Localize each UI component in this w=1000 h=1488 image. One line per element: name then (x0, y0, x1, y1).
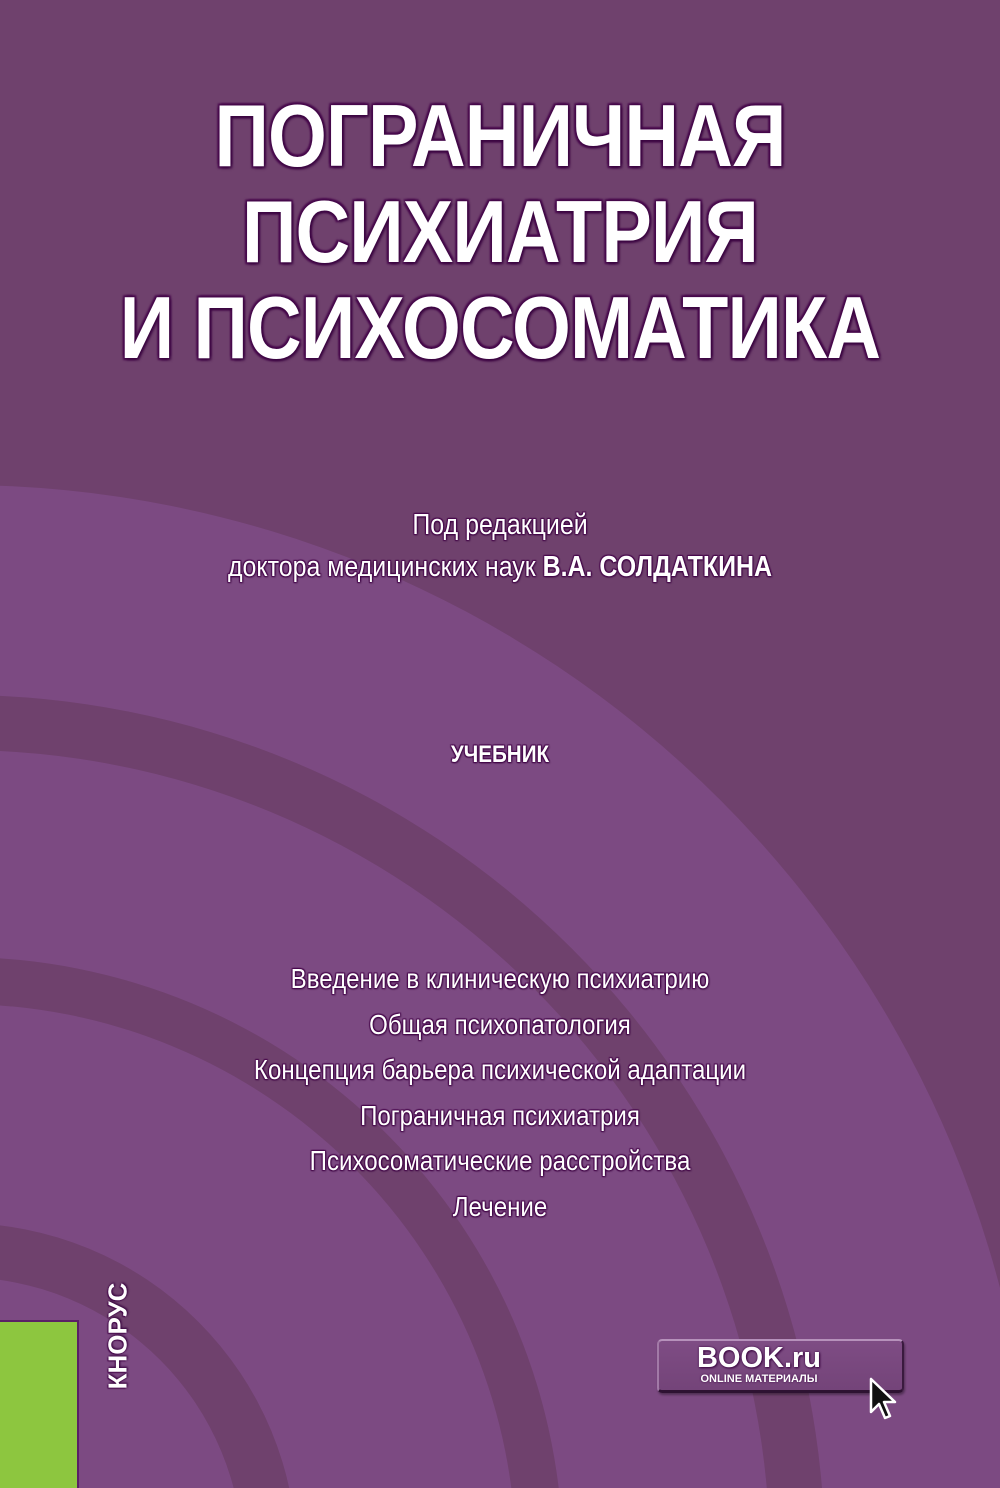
editor-credit (70, 504, 930, 588)
editor-line-1: Под редакцией (412, 509, 588, 541)
topic-item: Лечение (452, 1190, 548, 1222)
bookru-label: BOOK.ru (696, 1342, 822, 1374)
title-line-3: И ПСИХОСОМАТИКА (119, 278, 881, 377)
editor-line-2 (70, 546, 930, 588)
title-line-1: ПОГРАНИЧНАЯ (214, 86, 786, 185)
topic-item: Общая психопатология (369, 1008, 631, 1040)
topic-item: Психосоматические расстройства (309, 1145, 691, 1176)
topics-list (70, 956, 930, 1229)
editor-degree: доктора медицинских наук (227, 551, 536, 583)
publisher-green-block (0, 1320, 79, 1488)
bookru-sublabel: ONLINE МАТЕРИАЛЫ (700, 1373, 818, 1385)
topic-item: Пограничная психиатрия (360, 1099, 640, 1131)
topic-item: Введение в клиническую психиатрию (290, 963, 710, 994)
mouse-pointer-icon (868, 1376, 898, 1422)
publisher-logo-text: КНОРУС (102, 1282, 133, 1390)
bookru-online-badge[interactable] (657, 1339, 904, 1393)
book-type-label: УЧЕБНИК (450, 741, 550, 768)
topic-item: Концепция барьера психической адаптации (253, 1054, 747, 1085)
book-title (70, 88, 930, 376)
title-line-2: ПСИХИАТРИЯ (241, 182, 759, 281)
editor-name: В.А. СОЛДАТКИНА (542, 551, 773, 583)
